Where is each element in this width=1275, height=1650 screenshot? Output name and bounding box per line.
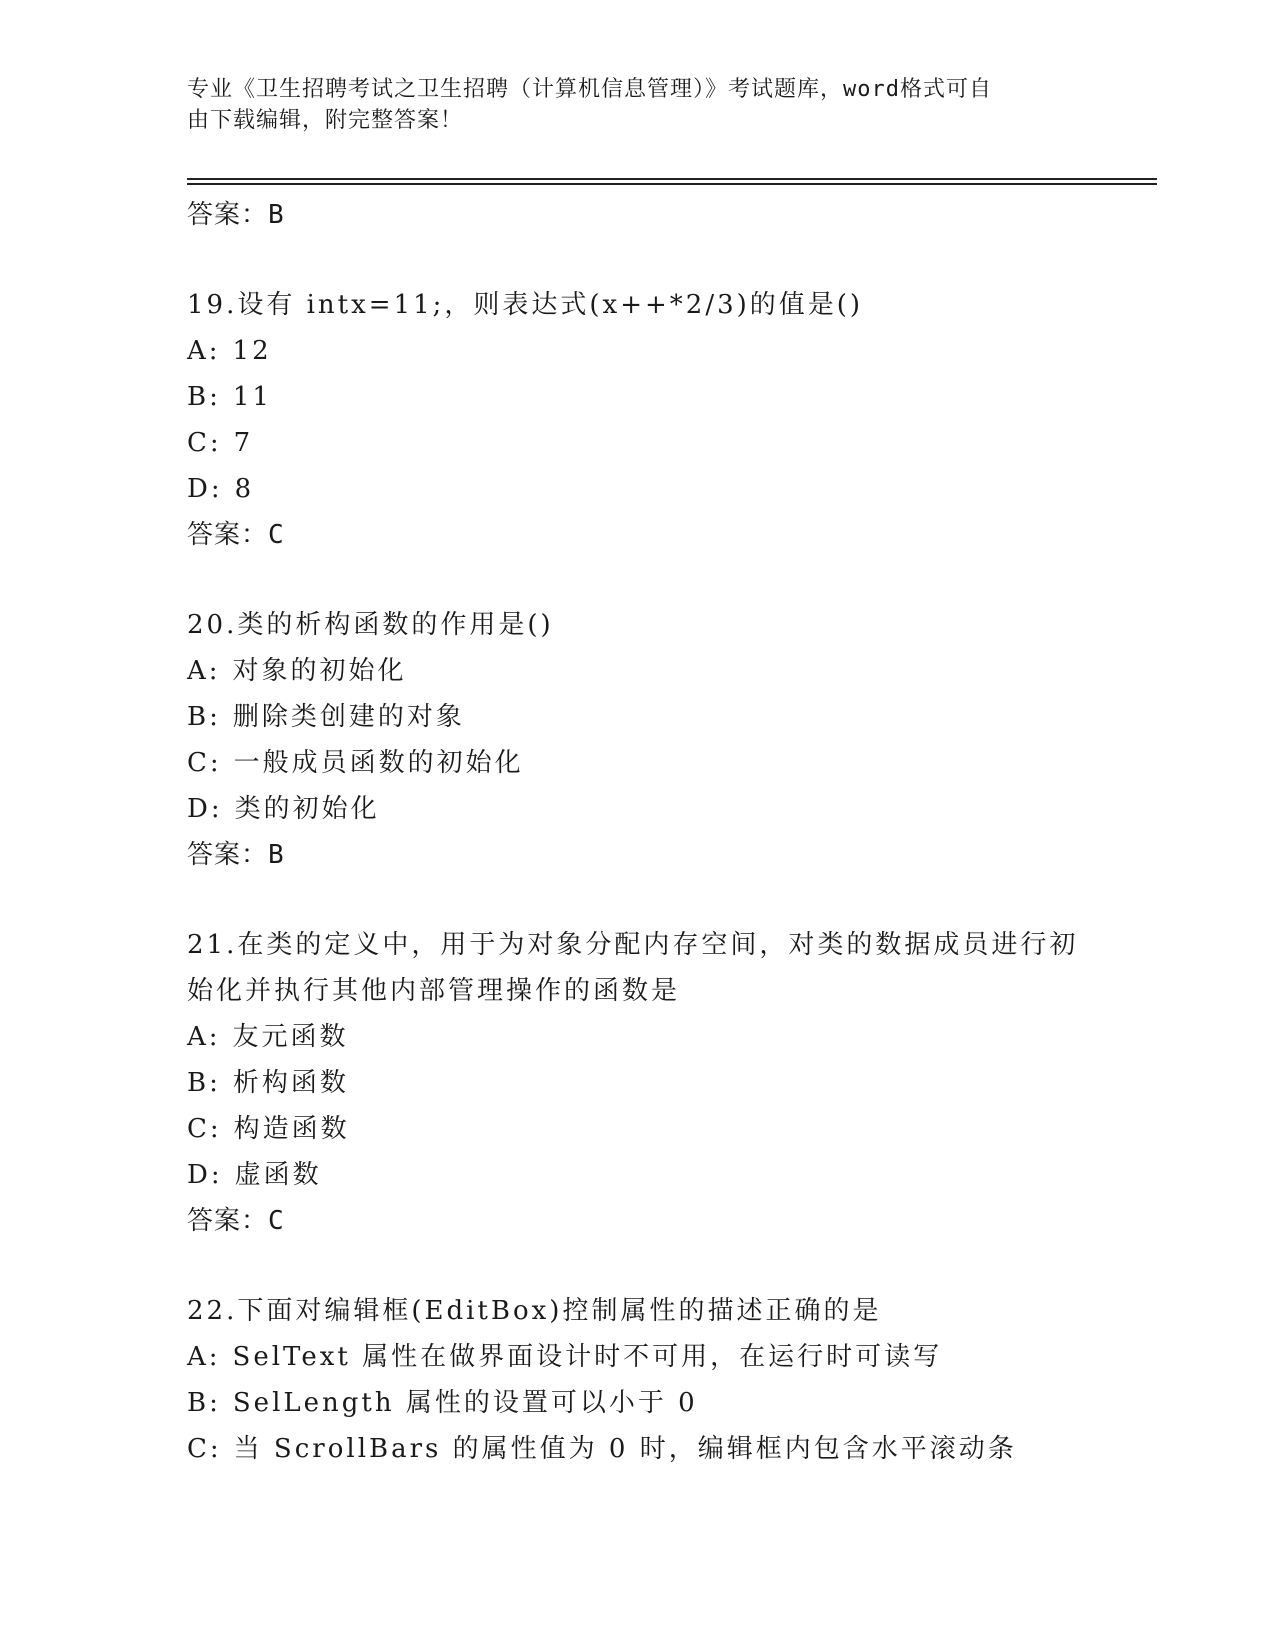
option-key: B: <box>187 382 221 412</box>
option-a <box>187 1014 1087 1060</box>
option-a <box>187 648 1087 694</box>
option-key: D: <box>187 1160 223 1190</box>
document-header-note <box>187 74 1067 136</box>
option-d <box>187 466 1087 512</box>
option-a <box>187 328 1087 374</box>
option-b <box>187 1060 1087 1106</box>
question-list <box>187 192 1087 1472</box>
option-text: 一般成员函数的初始化 <box>233 748 524 778</box>
option-text: 7 <box>233 428 254 458</box>
option-key: C: <box>187 1434 222 1464</box>
option-text: 类的初始化 <box>234 794 380 824</box>
option-b <box>187 374 1087 420</box>
option-c <box>187 1106 1087 1152</box>
option-b <box>187 1380 1087 1426</box>
question-20 <box>187 602 1087 878</box>
option-text: 删除类创建的对象 <box>232 702 465 732</box>
option-text: 对象的初始化 <box>232 656 407 686</box>
option-key: D: <box>187 474 223 504</box>
option-text: 当 ScrollBars 的属性值为 0 时，编辑框内包含水平滚动条 <box>233 1434 1017 1464</box>
question-stem: 22.下面对编辑框(EditBox)控制属性的描述正确的是 <box>187 1296 882 1326</box>
header-divider-bottom <box>187 183 1157 185</box>
question-19 <box>187 282 1087 558</box>
option-key: D: <box>187 794 223 824</box>
option-key: B: <box>187 702 221 732</box>
option-text: SelText 属性在做界面设计时不可用，在运行时可读写 <box>232 1342 943 1372</box>
previous-answer: 答案：B <box>187 200 285 230</box>
option-c <box>187 1426 1087 1472</box>
option-text: 构造函数 <box>233 1114 350 1144</box>
answer-line: 答案：C <box>187 1206 285 1236</box>
option-key: A: <box>187 1342 221 1372</box>
option-a <box>187 1334 1087 1380</box>
header-line-2: 由下载编辑，附完整答案！ <box>187 108 464 133</box>
option-text: 12 <box>232 336 272 366</box>
option-key: C: <box>187 428 222 458</box>
option-b <box>187 694 1087 740</box>
option-key: A: <box>187 1022 221 1052</box>
option-text: SelLength 属性的设置可以小于 0 <box>232 1388 698 1418</box>
option-key: A: <box>187 336 221 366</box>
question-stem: 20.类的析构函数的作用是() <box>187 610 554 640</box>
option-text: 8 <box>234 474 255 504</box>
option-text: 析构函数 <box>232 1068 349 1098</box>
header-divider-top <box>187 178 1157 180</box>
option-text: 11 <box>232 382 272 412</box>
option-d <box>187 786 1087 832</box>
option-key: B: <box>187 1388 221 1418</box>
question-stem: 21.在类的定义中，用于为对象分配内存空间，对类的数据成员进行初始化并执行其他内部管理操作的函数是 <box>187 930 1079 1006</box>
question-stem: 19.设有 intx=11;，则表达式(x++*2/3)的值是() <box>187 290 864 320</box>
header-line-1: 专业《卫生招聘考试之卫生招聘（计算机信息管理）》考试题库，word格式可自 <box>187 77 992 102</box>
option-key: B: <box>187 1068 221 1098</box>
option-key: C: <box>187 1114 222 1144</box>
option-c <box>187 740 1087 786</box>
answer-line: 答案：B <box>187 840 285 870</box>
answer-line: 答案：C <box>187 520 285 550</box>
option-text: 虚函数 <box>234 1160 322 1190</box>
question-21 <box>187 922 1087 1244</box>
option-d <box>187 1152 1087 1198</box>
option-c <box>187 420 1087 466</box>
option-key: A: <box>187 656 221 686</box>
question-22 <box>187 1288 1087 1472</box>
option-key: C: <box>187 748 222 778</box>
option-text: 友元函数 <box>232 1022 349 1052</box>
